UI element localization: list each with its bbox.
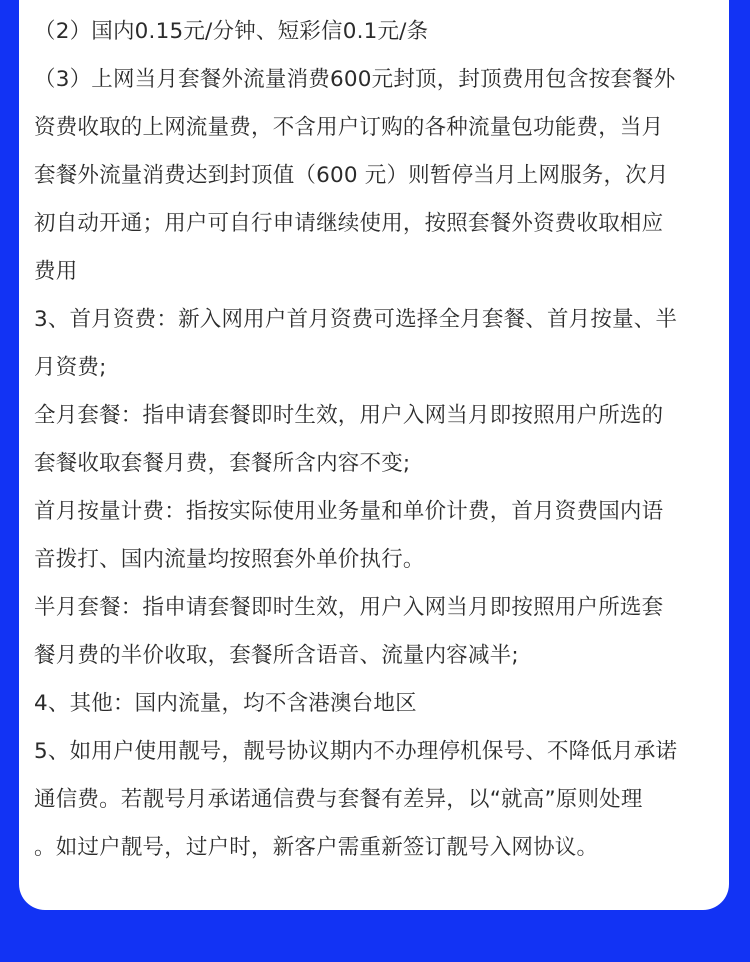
- terms-line: 全月套餐：指申请套餐即时生效，用户入网当月即按照用户所选的: [34, 403, 664, 428]
- terms-line: 3、首月资费：新入网用户首月资费可选择全月套餐、首月按量、半: [34, 307, 678, 332]
- terms-line: 音拨打、国内流量均按照套外单价执行。: [34, 547, 425, 572]
- terms-line: 通信费。若靓号月承诺通信费与套餐有差异，以“就高”原则处理: [34, 787, 643, 812]
- terms-line: 4、其他：国内流量，均不含港澳台地区: [34, 691, 417, 716]
- terms-line: 资费收取的上网流量费，不含用户订购的各种流量包功能费，当月: [34, 115, 664, 140]
- terms-card: [19, 0, 729, 910]
- terms-line: 初自动开通；用户可自行申请继续使用，按照套餐外资费收取相应: [34, 211, 664, 236]
- terms-line: 5、如用户使用靓号，靓号协议期内不办理停机保号、不降低月承诺: [34, 739, 678, 764]
- terms-line: 首月按量计费：指按实际使用业务量和单价计费，首月资费国内语: [34, 499, 664, 524]
- terms-content: [34, 0, 724, 872]
- terms-line: （3）上网当月套餐外流量消费600元封顶，封顶费用包含按套餐外: [34, 67, 676, 92]
- terms-line: 月资费;: [34, 355, 107, 380]
- terms-line: 。如过户靓号，过户时，新客户需重新签订靓号入网协议。: [34, 835, 599, 860]
- terms-line: 餐月费的半价收取，套餐所含语音、流量内容减半;: [34, 643, 519, 668]
- terms-line: 套餐外流量消费达到封顶值（600 元）则暂停当月上网服务，次月: [34, 163, 669, 188]
- terms-line: 半月套餐：指申请套餐即时生效，用户入网当月即按照用户所选套: [34, 595, 664, 620]
- terms-line: 费用: [34, 259, 78, 284]
- terms-line: 套餐收取套餐月费，套餐所含内容不变;: [34, 451, 411, 476]
- terms-line: [34, 0, 724, 8]
- terms-line: （2）国内0.15元/分钟、短彩信0.1元/条: [34, 19, 429, 44]
